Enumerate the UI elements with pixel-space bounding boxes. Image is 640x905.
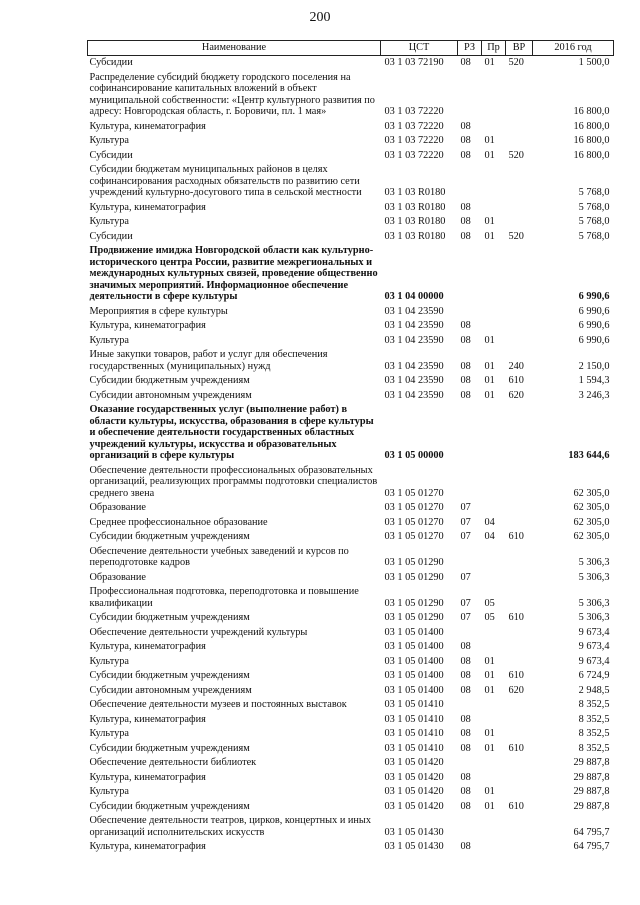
cell-value: 8 352,5 (578, 728, 610, 739)
cell-value: 183 644,6 (568, 450, 610, 461)
cell-cst: 03 1 05 01410 (384, 713, 444, 725)
cell-pr: 01 (484, 655, 495, 667)
table-row (88, 669, 614, 684)
cell-value: 6 990,6 (578, 291, 610, 302)
cell-vr (506, 319, 533, 334)
table-row (88, 785, 614, 800)
cell-pr: 01 (484, 57, 495, 68)
table-row (88, 163, 614, 201)
cell-value: 9 673,4 (578, 655, 610, 667)
cell-cst: 03 1 04 00000 (384, 291, 444, 302)
cell-cst: 03 1 05 01270 (384, 487, 444, 499)
cell-name: Распределение субсидий бюджету городского поселения на софинансирование капитальных вложений в объект муниципальной собственности: «Центр культурного развития по адресу: Новгородская область, г. Боровичи, пл. 1 мая» (89, 71, 375, 117)
cell-pr (482, 771, 506, 786)
cell-rz: 08 (460, 800, 471, 812)
cell-rz (458, 464, 482, 502)
cell-name: Обеспечение деятельности учреждений культуры (89, 626, 308, 638)
table-row (88, 305, 614, 320)
cell-name: Субсидии бюджетным учреждениям (89, 670, 250, 681)
table-row (88, 655, 614, 670)
cell-cst: 03 1 05 01420 (384, 786, 444, 797)
cell-pr: 01 (484, 230, 495, 242)
cell-value: 3 246,3 (578, 389, 610, 401)
cell-value: 8 352,5 (578, 699, 610, 710)
cell-name: Иные закупки товаров, работ и услуг для обеспечения государственных (муниципальных) нужд (89, 349, 328, 372)
cell-vr: 520 (508, 149, 524, 161)
cell-name: Культура, кинематография (89, 120, 206, 132)
cell-pr: 01 (484, 334, 495, 346)
cell-pr: 01 (484, 742, 495, 754)
cell-vr (506, 756, 533, 771)
cell-cst: 03 1 05 01430 (384, 826, 444, 838)
cell-name: Обеспечение деятельности театров, цирков, концертных и иных организаций исполнительских искусств (89, 815, 371, 838)
cell-rz (458, 626, 482, 641)
cell-cst: 03 1 05 01420 (384, 771, 444, 783)
cell-cst: 03 1 04 23590 (384, 360, 444, 372)
cell-value: 5 768,0 (578, 230, 610, 242)
table-row (88, 389, 614, 404)
cell-pr (482, 464, 506, 502)
cell-pr: 05 (484, 612, 495, 623)
cell-value: 16 800,0 (573, 149, 610, 161)
table-row (88, 571, 614, 586)
cell-vr (506, 334, 533, 349)
cell-name: Мероприятия в сфере культуры (89, 305, 228, 317)
cell-cst: 03 1 03 72220 (384, 120, 444, 132)
cell-name: Субсидии бюджетным учреждениям (89, 612, 250, 623)
cell-name: Культура, кинематография (89, 841, 206, 852)
table-row (88, 56, 614, 71)
cell-vr (506, 516, 533, 531)
cell-pr (482, 201, 506, 216)
cell-value: 1 594,3 (578, 375, 610, 386)
cell-vr: 620 (508, 684, 524, 696)
cell-cst: 03 1 03 72220 (384, 106, 444, 117)
cell-vr (506, 713, 533, 728)
cell-rz: 08 (460, 713, 471, 725)
cell-rz: 07 (460, 516, 471, 528)
cell-value: 29 887,8 (573, 771, 610, 783)
cell-pr: 01 (484, 800, 495, 812)
cell-rz: 07 (460, 502, 471, 513)
cell-vr (506, 655, 533, 670)
cell-vr (506, 215, 533, 230)
table-row (88, 403, 614, 464)
table-row (88, 611, 614, 626)
table-header-row (88, 41, 614, 56)
cell-rz: 08 (460, 320, 471, 331)
cell-vr (506, 640, 533, 655)
cell-rz: 08 (460, 670, 471, 681)
cell-name: Культура, кинематография (89, 320, 206, 331)
cell-pr: 05 (484, 597, 495, 609)
cell-value: 6 990,6 (578, 320, 610, 331)
cell-value: 62 305,0 (573, 502, 610, 513)
cell-vr (506, 464, 533, 502)
cell-cst: 03 1 05 01400 (384, 670, 444, 681)
cell-name: Образование (89, 571, 146, 583)
cell-pr (482, 756, 506, 771)
table-row (88, 585, 614, 611)
cell-pr (482, 305, 506, 320)
cell-name: Субсидии автономным учреждениям (89, 684, 252, 696)
cell-value: 9 673,4 (578, 641, 610, 652)
cell-cst: 03 1 03 72220 (384, 149, 444, 161)
cell-value: 62 305,0 (573, 516, 610, 528)
cell-value: 64 795,7 (573, 826, 610, 838)
cell-value: 5 768,0 (578, 216, 610, 227)
table-row (88, 516, 614, 531)
cell-cst: 03 1 05 01290 (384, 597, 444, 609)
table-row (88, 215, 614, 230)
cell-value: 1 500,0 (578, 57, 610, 68)
cell-pr: 01 (484, 728, 495, 739)
table-row (88, 814, 614, 840)
cell-value: 64 795,7 (573, 841, 610, 852)
cell-pr (482, 713, 506, 728)
cell-rz: 08 (460, 786, 471, 797)
table-row (88, 334, 614, 349)
cell-cst: 03 1 04 23590 (384, 375, 444, 386)
cell-value: 16 800,0 (573, 120, 610, 132)
cell-value: 5 768,0 (578, 201, 610, 213)
table-row (88, 348, 614, 374)
cell-name: Культура (89, 216, 129, 227)
cell-cst: 03 1 05 01400 (384, 626, 444, 638)
cell-rz: 08 (460, 216, 471, 227)
cell-value: 5 306,3 (578, 571, 610, 583)
cell-cst: 03 1 03 72190 (384, 57, 444, 68)
cell-vr (506, 585, 533, 611)
cell-value: 62 305,0 (573, 531, 610, 542)
table-row (88, 640, 614, 655)
cell-value: 16 800,0 (573, 106, 610, 117)
cell-rz: 08 (460, 655, 471, 667)
cell-value: 5 306,3 (578, 557, 610, 568)
cell-vr: 610 (508, 612, 524, 623)
cell-pr (482, 120, 506, 135)
budget-table (87, 40, 614, 855)
cell-pr: 01 (484, 684, 495, 696)
header-year: 2016 год (533, 41, 614, 56)
cell-vr (506, 120, 533, 135)
cell-rz: 08 (460, 149, 471, 161)
cell-pr (482, 698, 506, 713)
cell-pr: 01 (484, 375, 495, 386)
cell-vr (506, 545, 533, 571)
cell-vr (506, 71, 533, 120)
cell-rz (458, 403, 482, 464)
cell-vr: 520 (508, 57, 524, 68)
cell-vr (506, 626, 533, 641)
cell-pr: 01 (484, 216, 495, 227)
cell-name: Культура (89, 655, 129, 667)
cell-rz: 08 (460, 771, 471, 783)
table-row (88, 319, 614, 334)
table-row (88, 134, 614, 149)
cell-pr (482, 640, 506, 655)
cell-rz: 08 (460, 841, 471, 852)
cell-pr (482, 626, 506, 641)
cell-cst: 03 1 05 01270 (384, 531, 444, 542)
cell-name: Субсидии (89, 149, 133, 161)
cell-rz (458, 545, 482, 571)
cell-rz: 08 (460, 360, 471, 372)
cell-pr: 01 (484, 670, 495, 681)
cell-pr (482, 545, 506, 571)
cell-cst: 03 1 05 01410 (384, 742, 444, 754)
cell-rz (458, 163, 482, 201)
table-row (88, 771, 614, 786)
cell-vr (506, 840, 533, 855)
cell-vr (506, 403, 533, 464)
cell-value: 16 800,0 (573, 135, 610, 146)
cell-pr (482, 163, 506, 201)
cell-rz: 08 (460, 230, 471, 242)
cell-cst: 03 1 03 R0180 (384, 216, 446, 227)
cell-cst: 03 1 03 72220 (384, 135, 444, 146)
header-vr: ВР (506, 41, 533, 56)
table-row (88, 244, 614, 305)
table-row (88, 230, 614, 245)
cell-pr (482, 319, 506, 334)
cell-vr (506, 201, 533, 216)
table-row (88, 464, 614, 502)
table-row (88, 840, 614, 855)
table-row (88, 756, 614, 771)
cell-value: 8 352,5 (578, 742, 610, 754)
cell-cst: 03 1 05 01420 (384, 800, 444, 812)
table-row (88, 71, 614, 120)
cell-cst: 03 1 05 01270 (384, 502, 444, 513)
cell-vr: 610 (508, 531, 524, 542)
cell-vr: 610 (508, 670, 524, 681)
cell-pr (482, 571, 506, 586)
cell-rz (458, 756, 482, 771)
cell-cst: 03 1 05 01410 (384, 699, 444, 710)
table-row (88, 120, 614, 135)
cell-name: Культура (89, 334, 129, 346)
header-rz: РЗ (458, 41, 482, 56)
table-row (88, 626, 614, 641)
table-row (88, 149, 614, 164)
cell-cst: 03 1 03 R0180 (384, 230, 446, 242)
cell-name: Субсидии бюджетным учреждениям (89, 742, 250, 754)
header-pr: Пр (482, 41, 506, 56)
cell-name: Образование (89, 502, 146, 513)
cell-vr (506, 163, 533, 201)
page-number: 200 (309, 10, 331, 25)
cell-name: Профессиональная подготовка, переподготовка и повышение квалификации (89, 586, 359, 609)
cell-name: Обеспечение деятельности музеев и постоянных выставок (89, 699, 347, 710)
cell-value: 5 306,3 (578, 597, 610, 609)
cell-pr: 01 (484, 135, 495, 146)
cell-cst: 03 1 05 01400 (384, 641, 444, 652)
cell-pr: 01 (484, 360, 495, 372)
cell-value: 6 990,6 (578, 334, 610, 346)
cell-cst: 03 1 05 01420 (384, 757, 444, 768)
cell-name: Культура, кинематография (89, 201, 206, 213)
cell-pr: 01 (484, 149, 495, 161)
cell-vr: 620 (508, 389, 524, 401)
cell-value: 2 948,5 (578, 684, 610, 696)
cell-vr (506, 571, 533, 586)
cell-name: Культура, кинематография (89, 771, 206, 783)
cell-rz: 07 (460, 571, 471, 583)
cell-cst: 03 1 05 01290 (384, 557, 444, 568)
cell-rz: 08 (460, 201, 471, 213)
cell-vr (506, 727, 533, 742)
cell-rz: 08 (460, 334, 471, 346)
table-row (88, 501, 614, 516)
cell-pr: 04 (484, 516, 495, 528)
table-row (88, 727, 614, 742)
cell-name: Субсидии автономным учреждениям (89, 389, 252, 401)
table-row (88, 201, 614, 216)
cell-rz: 08 (460, 375, 471, 386)
table-row (88, 374, 614, 389)
cell-cst: 03 1 05 01430 (384, 841, 444, 852)
cell-cst: 03 1 04 23590 (384, 389, 444, 401)
cell-value: 62 305,0 (573, 487, 610, 499)
cell-rz: 08 (460, 389, 471, 401)
cell-name: Оказание государственных услуг (выполнение работ) в области культуры, искусства, образования в сфере культуры и обеспечение деятельности государственных областных учреждений культуры, искусства и образовательных организаций в сфере культуры (89, 404, 374, 461)
cell-cst: 03 1 05 01270 (384, 516, 444, 528)
cell-cst: 03 1 04 23590 (384, 320, 444, 331)
cell-vr (506, 305, 533, 320)
cell-cst: 03 1 05 00000 (384, 450, 444, 461)
cell-pr (482, 814, 506, 840)
cell-name: Культура (89, 728, 129, 739)
cell-cst: 03 1 05 01400 (384, 684, 444, 696)
table-row (88, 742, 614, 757)
cell-rz (458, 305, 482, 320)
table-row (88, 545, 614, 571)
cell-name: Культура, кинематография (89, 641, 206, 652)
table-row (88, 713, 614, 728)
cell-value: 29 887,8 (573, 786, 610, 797)
cell-rz: 08 (460, 742, 471, 754)
cell-vr: 240 (508, 360, 524, 372)
cell-name: Субсидии бюджетным учреждениям (89, 531, 250, 542)
cell-value: 5 306,3 (578, 612, 610, 623)
cell-pr: 01 (484, 786, 495, 797)
cell-cst: 03 1 05 01410 (384, 728, 444, 739)
cell-cst: 03 1 05 01400 (384, 655, 444, 667)
cell-rz (458, 814, 482, 840)
cell-rz: 08 (460, 120, 471, 132)
cell-vr (506, 771, 533, 786)
cell-rz: 08 (460, 684, 471, 696)
cell-vr (506, 501, 533, 516)
cell-vr: 610 (508, 800, 524, 812)
cell-name: Среднее профессиональное образование (89, 516, 268, 528)
cell-name: Субсидии (89, 57, 133, 68)
cell-name: Субсидии бюджетам муниципальных районов в целях софинансирования расходных обязательств по развитию сети учреждений культурно-досугового типа в сельской местности (89, 164, 362, 198)
cell-pr (482, 840, 506, 855)
cell-value: 2 150,0 (578, 360, 610, 372)
cell-name: Продвижение имиджа Новгородской области как культурно-исторического центра России, развитие межрегиональных и международных культурных связей, проведение общественно значимых мероприятий. Информационное обеспечение деятельности в сфере культуры (89, 245, 378, 302)
cell-vr: 610 (508, 742, 524, 754)
cell-vr (506, 698, 533, 713)
cell-rz (458, 698, 482, 713)
cell-pr: 01 (484, 389, 495, 401)
table-row (88, 684, 614, 699)
cell-vr (506, 814, 533, 840)
cell-name: Обеспечение деятельности библиотек (89, 757, 257, 768)
cell-rz: 08 (460, 728, 471, 739)
cell-name: Обеспечение деятельности профессиональных образовательных организаций, реализующих программы подготовки специалистов среднего звена (89, 464, 378, 499)
cell-name: Обеспечение деятельности учебных заведений и курсов по переподготовке кадров (89, 545, 349, 568)
cell-pr (482, 244, 506, 305)
cell-rz: 07 (460, 612, 471, 623)
cell-rz: 07 (460, 597, 471, 609)
cell-rz: 08 (460, 641, 471, 652)
cell-rz: 08 (460, 135, 471, 146)
cell-vr (506, 134, 533, 149)
cell-name: Субсидии (89, 230, 133, 242)
cell-pr (482, 501, 506, 516)
cell-name: Культура (89, 135, 129, 146)
cell-pr: 04 (484, 531, 495, 542)
cell-rz (458, 71, 482, 120)
cell-cst: 03 1 04 23590 (384, 334, 444, 346)
cell-name: Субсидии бюджетным учреждениям (89, 800, 250, 812)
table-row (88, 800, 614, 815)
cell-vr (506, 244, 533, 305)
header-cst: ЦСТ (381, 41, 458, 56)
cell-cst: 03 1 04 23590 (384, 305, 444, 317)
cell-name: Культура (89, 786, 129, 797)
cell-pr (482, 403, 506, 464)
cell-name: Культура, кинематография (89, 713, 206, 725)
cell-name: Субсидии бюджетным учреждениям (89, 375, 250, 386)
cell-value: 6 990,6 (578, 305, 610, 317)
header-name: Наименование (88, 41, 381, 56)
cell-rz: 08 (460, 57, 471, 68)
table-row (88, 698, 614, 713)
cell-value: 9 673,4 (578, 626, 610, 638)
cell-vr: 520 (508, 230, 524, 242)
cell-value: 5 768,0 (578, 187, 610, 198)
cell-rz: 07 (460, 531, 471, 542)
cell-value: 6 724,9 (578, 670, 610, 681)
cell-cst: 03 1 05 01290 (384, 612, 444, 623)
cell-value: 29 887,8 (573, 800, 610, 812)
cell-value: 8 352,5 (578, 713, 610, 725)
cell-pr (482, 71, 506, 120)
table-row (88, 530, 614, 545)
cell-rz (458, 244, 482, 305)
cell-value: 29 887,8 (573, 757, 610, 768)
cell-vr (506, 785, 533, 800)
cell-cst: 03 1 03 R0180 (384, 201, 446, 213)
cell-cst: 03 1 05 01290 (384, 571, 444, 583)
cell-cst: 03 1 03 R0180 (384, 187, 446, 198)
cell-vr: 610 (508, 375, 524, 386)
